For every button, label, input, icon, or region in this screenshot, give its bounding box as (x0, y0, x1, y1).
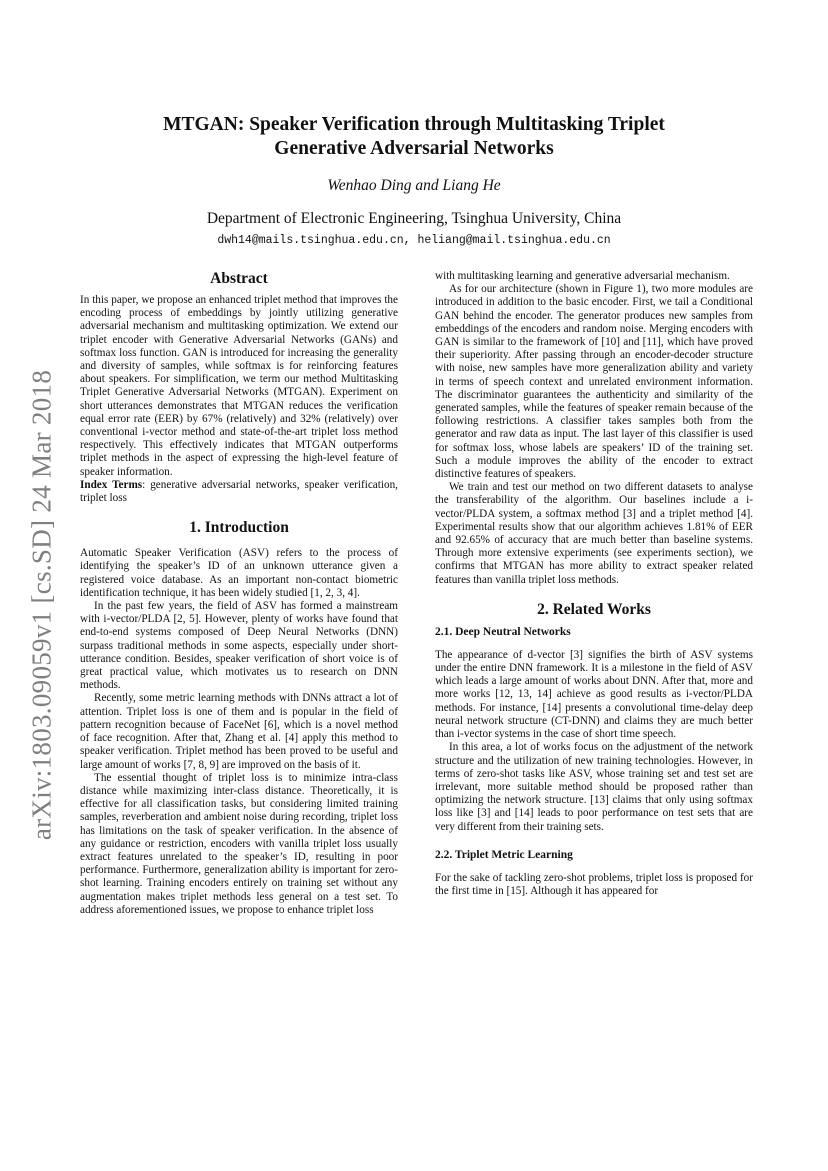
authors: Wenhao Ding and Liang He (327, 177, 501, 194)
arxiv-stamp-text: arXiv:1803.09059v1 [cs.SD] 24 Mar 2018 (26, 369, 57, 841)
subsection-2-2-heading: 2.2. Triplet Metric Learning (435, 848, 573, 861)
index-terms-label: Index Terms (80, 478, 143, 491)
affiliation: Department of Electronic Engineering, Tsinghua University, China (206, 210, 622, 227)
right-column (435, 270, 753, 898)
related-works-heading: 2. Related Works (537, 600, 651, 618)
left-column (80, 270, 398, 917)
title-line-2: Generative Adversarial Networks (274, 138, 554, 159)
index-terms (80, 479, 398, 505)
introduction-heading: 1. Introduction (189, 519, 289, 537)
subsection-2-1-heading: 2.1. Deep Neutral Networks (435, 625, 571, 638)
right-paragraph-3: We train and test our method on two different datasets to analyse the transferability of the algorithm. Our baselines include a i-vector/PLDA system, a softmax method [3] and a triplet method [4]. Experimental results show that our algorithm achieves 1.81% of EER and 92.65% of accuracy that are much better than baseline systems. Through more extensive experiments (see experiments section), we confirms that MTGAN has more ability to extract speaker related features than vanilla triplet loss methods. (435, 481, 753, 586)
intro-paragraph-3: Recently, some metric learning methods with DNNs attract a lot of attention. Triplet loss is one of them and is popular in the field of pattern recognition because of FaceNet [6], which is a novel method of face recognition. After that, Zhang et al. [4] apply this method to speaker verification. Triplet method has been proved to be useful and large amount of works [7, 8, 9] are improved on the basis of it. (80, 692, 398, 771)
title-line-1: MTGAN: Speaker Verification through Multitasking Triplet (163, 114, 665, 135)
intro-paragraph-2: In the past few years, the field of ASV has formed a mainstream with i-vector/PLDA [2, 5]. However, plenty of works have found that end-to-end systems composed of Deep Neural Networks (DNN) surpass traditional methods in some aspects, especially under short-utterance condition. Besides, speaker verification of short voice is of great practical value, which motivates us to research on DNN methods. (80, 600, 398, 692)
right-paragraph-2: As for our architecture (shown in Figure 1), two more modules are introduced in addition to the basic encoder. First, we tail a Conditional GAN behind the encoder. The generator produces new samples from embeddings of the encoders and random noise. Merging encoders with GAN is similar to the framework of [10] and [11], which have proved their superiority. After passing through an encoder-decoder structure with noise, new samples have more generalization ability and variety in terms of speech context and unrelated environment information. The discriminator guarantees the authenticity and similarity of the generated samples, while the features of speaker remain because of the following restrictions. A classifier takes samples both from the generator and raw data as input. The last layer of this classifier is used for softmax loss, whose labels are speakers’ ID of the training set. Such a module improves the ability of the encoder to extract distinctive features of speakers. (435, 283, 753, 481)
related-paragraph-1: The appearance of d-vector [3] signifies the birth of ASV systems under the entire DNN framework. It is a milestone in the field of ASV which leads a large amount of works about DNN. After that, more and more works [12, 13, 14] achieve as good results as i-vector/PLDA methods. For instance, [14] presents a convolutional time-delay deep neural network structure (CT-DNN) and claims they are much better than i-vector systems in the case of short time speech. (435, 648, 753, 741)
paper-title (0, 113, 828, 161)
intro-paragraph-4: The essential thought of triplet loss is to minimize intra-class distance while maximizing inter-class distance. Theoretically, it is effective for all classification tasks, but considering limited training samples, reverberation and ambient noise during recording, triplet loss has limitations on the task of speaker verification. In the absence of any guidance or restriction, encoders with vanilla triplet loss usually extract features unrelated to the speaker’s ID, resulting in poor performance. Furthermore, generalization ability is important for zero-shot learning. Training encoders entirely on training set without any augmentation makes triplet methods less general on a test set. To address aforementioned issues, we propose to enhance triplet loss (80, 771, 398, 916)
triplet-paragraph-1: For the sake of tackling zero-shot problems, triplet loss is proposed for the first time in [15]. Although it has appeared for (435, 871, 753, 897)
emails: dwh14@mails.tsinghua.edu.cn, heliang@mail.tsinghua.edu.cn (217, 234, 611, 247)
arxiv-stamp (22, 360, 62, 850)
abstract-heading: Abstract (210, 270, 268, 287)
intro-paragraph-1: Automatic Speaker Verification (ASV) refers to the process of identifying the speaker’s ID of an unknown utterance given a registered voice database. As an important non-contact biometric identification technique, it has been widely studied [1, 2, 3, 4]. (80, 547, 398, 599)
abstract-text: In this paper, we propose an enhanced triplet method that improves the encoding process of embeddings by jointly utilizing generative adversarial mechanism and multitasking optimization. We extend our triplet encoder with Generative Adversarial Networks (GANs) and softmax loss function. GAN is introduced for increasing the generality and diversity of samples, while softmax is for reinforcing features about speakers. For simplification, we term our method Multitasking Triplet Generative Adversarial Networks (MTGAN). Experiment on short utterances demonstrates that MTGAN reduces the verification equal error rate (EER) by 67% (relatively) and 32% (relatively) over conventional i-vector method and state-of-the-art triplet loss method respectively. This effectively indicates that MTGAN outperforms triplet methods in the aspect of expressing the high-level feature of speaker information. (80, 294, 398, 478)
related-paragraph-2: In this area, a lot of works focus on the adjustment of the network structure and the utilization of new training technologies. However, in terms of zero-shot tasks like ASV, whose training set and test set are irrelevant, more suitable method should be proposed rather than optimizing the network structure. [13] claims that only using softmax loss like [3] and [14] leads to poor performance on test sets that are very different from their training sets. (435, 741, 753, 833)
right-paragraph-1: with multitasking learning and generative adversarial mechanism. (435, 270, 730, 282)
index-terms-text: : generative adversarial networks, speaker verification, triplet loss (80, 478, 398, 505)
